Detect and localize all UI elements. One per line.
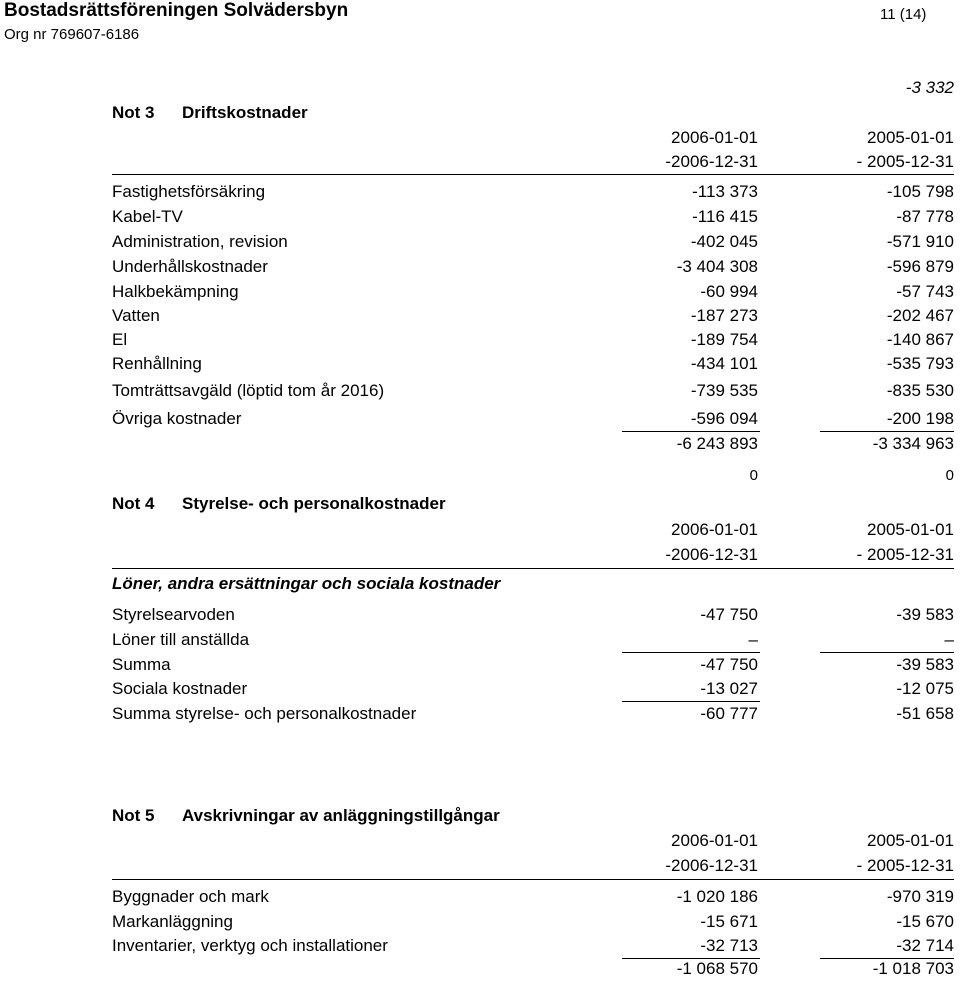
- note4-header-rule: [112, 568, 954, 569]
- note3-col1-end: -2006-12-31: [665, 152, 758, 171]
- note3-header-rule: [112, 174, 954, 175]
- table-row: Halkbekämpning -60 994 -57 743: [112, 282, 954, 301]
- organization-number: Org nr 769607-6186: [4, 26, 140, 43]
- note4-col1-start: 2006-01-01: [671, 520, 758, 539]
- note3-title: Driftskostnader: [182, 103, 308, 122]
- note4-subheading: Löner, andra ersättningar och sociala kostnader: [112, 574, 501, 593]
- note5-col2-end: - 2005-12-31: [856, 856, 954, 875]
- note5-col1-start: 2006-01-01: [671, 831, 758, 850]
- table-row: Summa styrelse- och personalkostnader -60 777 -51 658: [112, 704, 954, 723]
- note5-col1-end: -2006-12-31: [665, 856, 758, 875]
- table-row: Kabel-TV -116 415 -87 778: [112, 207, 954, 226]
- note3-col1-start: 2006-01-01: [671, 128, 758, 147]
- note3-zero-col1: 0: [749, 467, 758, 484]
- table-row: Administration, revision -402 045 -571 910: [112, 232, 954, 251]
- note3-col2-end: - 2005-12-31: [856, 152, 954, 171]
- note4-total-rule-col1: [622, 701, 760, 702]
- note4-sum-rule-col2: [820, 652, 954, 653]
- organization-name: Bostadsrättsföreningen Solvädersbyn: [4, 0, 349, 21]
- note4-col1-end: -2006-12-31: [665, 545, 758, 564]
- table-row: Byggnader och mark -1 020 186 -970 319: [112, 887, 954, 906]
- note3-number: Not 3: [112, 103, 155, 122]
- page-number: 11 (14): [880, 6, 927, 23]
- table-row: Vatten -187 273 -202 467: [112, 306, 954, 325]
- note4-col2-start: 2005-01-01: [867, 520, 954, 539]
- table-row: Övriga kostnader -596 094 -200 198: [112, 409, 954, 428]
- table-row: Summa -47 750 -39 583: [112, 655, 954, 674]
- table-row: El -189 754 -140 867: [112, 330, 954, 349]
- note5-title: Avskrivningar av anläggningstillgångar: [182, 806, 500, 825]
- note5-header-rule: [112, 879, 954, 880]
- note3-col2-start: 2005-01-01: [867, 128, 954, 147]
- table-row: Inventarier, verktyg och installationer -32 713 -32 714: [112, 936, 954, 955]
- table-row: Löner till anställda – –: [112, 630, 954, 649]
- carried-value: -3 332: [905, 78, 954, 97]
- note4-col2-end: - 2005-12-31: [856, 545, 954, 564]
- note3-sum-rule-col1: [622, 431, 760, 432]
- note3-sum-rule-col2: [820, 431, 954, 432]
- table-row: Renhållning -434 101 -535 793: [112, 354, 954, 373]
- table-row: Underhållskostnader -3 404 308 -596 879: [112, 257, 954, 276]
- note5-col2-start: 2005-01-01: [867, 831, 954, 850]
- table-row: Sociala kostnader -13 027 -12 075: [112, 679, 954, 698]
- table-row: Fastighetsförsäkring -113 373 -105 798: [112, 182, 954, 201]
- note3-total-row: -6 243 893 -3 334 963: [676, 434, 954, 453]
- note5-total-row: -1 068 570 -1 018 703: [676, 959, 954, 978]
- note5-number: Not 5: [112, 806, 155, 825]
- note4-number: Not 4: [112, 494, 155, 513]
- note4-title: Styrelse- och personalkostnader: [182, 494, 446, 513]
- note4-sum-rule-col1: [622, 652, 760, 653]
- table-row: Tomträttsavgäld (löptid tom år 2016) -739 535 -835 530: [112, 381, 954, 400]
- table-row: Styrelsearvoden -47 750 -39 583: [112, 605, 954, 624]
- note3-zero-col2: 0: [945, 467, 954, 484]
- table-row: Markanläggning -15 671 -15 670: [112, 912, 954, 931]
